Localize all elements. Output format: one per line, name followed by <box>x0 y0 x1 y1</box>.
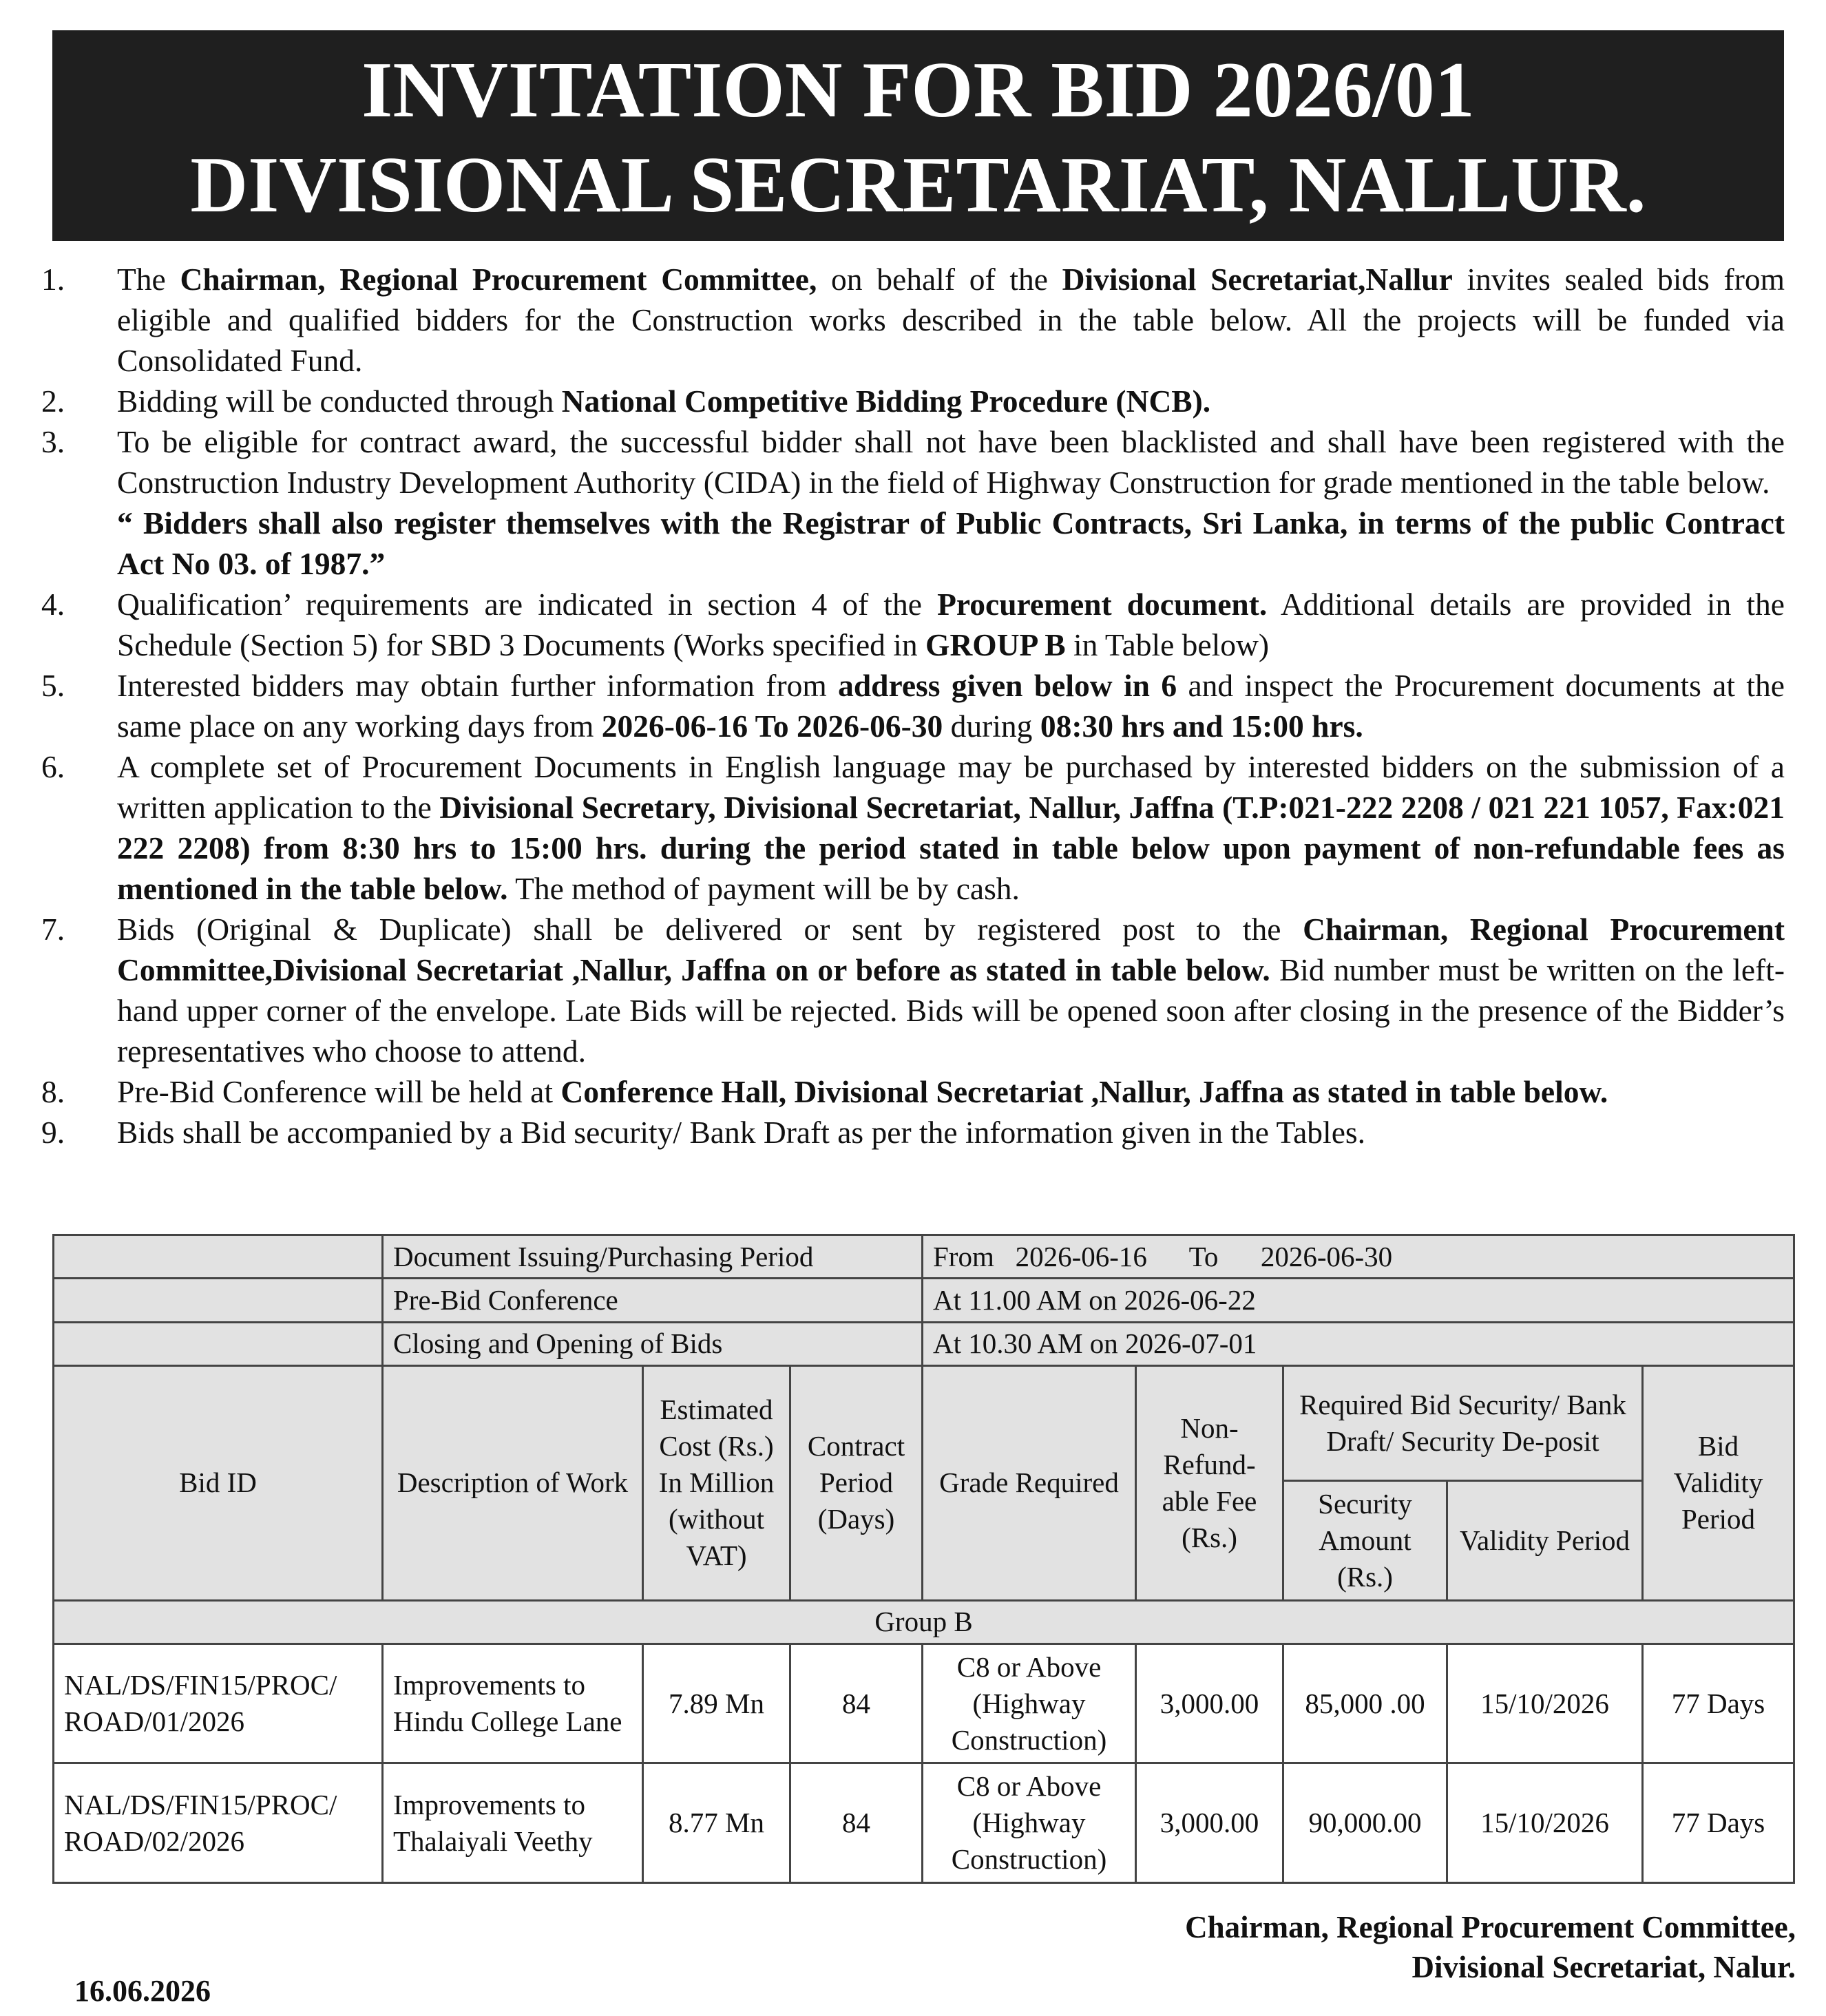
clause-text <box>117 424 1785 500</box>
schedule-value: At 10.30 AM on 2026-07-01 <box>923 1322 1794 1365</box>
issue-date: 16.06.2026 <box>74 1974 211 2008</box>
bid-table <box>52 1234 1795 1884</box>
clause-text-segment: The <box>117 262 180 297</box>
grade-cell: C8 or Above (Highway Construction) <box>923 1763 1136 1883</box>
signature-block <box>1185 1907 1796 1987</box>
clause-text <box>117 912 1785 1069</box>
table-row <box>54 1763 1794 1883</box>
clause-text-segment: in Table below) <box>1065 627 1270 662</box>
security-amount-cell: 90,000.00 <box>1283 1763 1447 1883</box>
clause-text-segment: To be eligible for contract award, the successful bidder shall not have been blacklisted and shall have been registered with the Construction Industry Development Authority (CIDA) in the field of Highway Construction for grade mentioned in the table below. <box>117 424 1785 500</box>
clause-bold-text: address given below in 6 <box>838 668 1177 703</box>
header-bid-id: Bid ID <box>54 1365 383 1600</box>
cost-cell: 7.89 Mn <box>643 1644 790 1763</box>
clause <box>41 421 1785 503</box>
clause <box>41 665 1785 746</box>
title-line-2: DIVISIONAL SECRETARIAT, NALLUR. <box>190 141 1646 229</box>
period-cell: 84 <box>790 1644 923 1763</box>
schedule-row <box>54 1235 1794 1279</box>
header-grade: Grade Required <box>923 1365 1136 1600</box>
header-security-group: Required Bid Security/ Bank Draft/ Security De-posit <box>1283 1365 1643 1480</box>
clause-number: 3. <box>41 424 65 459</box>
clause-text <box>117 1074 1608 1109</box>
signature-line-2: Divisional Secretariat, Nalur. <box>1412 1950 1796 1984</box>
clause-bold-text: 2026-06-16 To 2026-06-30 <box>601 708 943 744</box>
clause-bold-text: Divisional Secretary, Divisional Secretariat, Nallur, Jaffna (T.P:021-222 2208 / 021 221 1057, Fax:021 222 2208) from 8:30 hrs to 15:00 hrs. during the period stated in table below upon payment of non-refundable fees as mentioned in the table below. <box>117 790 1785 906</box>
header-security-amount: Security Amount (Rs.) <box>1283 1481 1447 1601</box>
clause <box>41 1071 1785 1112</box>
group-label: Group B <box>54 1600 1794 1644</box>
clause-text-segment: invites sealed bids from eligible and qualified bidders for the Construction works described in the table below. All the projects will be funded via Consolidated Fund. <box>117 262 1785 378</box>
clause-text-segment: during <box>943 708 1040 744</box>
header-validity: Validity Period <box>1447 1481 1643 1601</box>
description-cell: Improvements to Thalaiyali Veethy <box>383 1763 643 1883</box>
clause <box>41 259 1785 381</box>
clause-text-segment: Bid number must be written on the left-hand upper corner of the envelope. Late Bids will be rejected. Bids will be opened soon after closing in the presence of the Bidder’s representatives who choose to attend. <box>117 952 1785 1069</box>
clause-number: 1. <box>41 262 65 297</box>
group-row <box>54 1600 1794 1644</box>
table-row <box>54 1644 1794 1763</box>
schedule-label: Document Issuing/Purchasing Period <box>383 1235 923 1279</box>
bid-id-cell: NAL/DS/FIN15/PROC/ ROAD/01/2026 <box>54 1644 383 1763</box>
validity-cell: 15/10/2026 <box>1447 1644 1643 1763</box>
clause-bold-text: Chairman, Regional Procurement Committee,Divisional Secretariat ,Nallur, Jaffna on or before as stated in table below. <box>117 912 1785 987</box>
clause-text <box>117 1115 1365 1150</box>
schedule-value: From 2026-06-16 To 2026-06-30 <box>923 1235 1794 1279</box>
header-cost: Estimated Cost (Rs.) In Million (without VAT) <box>643 1365 790 1600</box>
clause-text-segment: Qualification’ requirements are indicated in section 4 of the <box>117 587 938 622</box>
clause-number: 4. <box>41 587 65 622</box>
clause-text <box>117 384 1210 419</box>
schedule-row <box>54 1279 1794 1322</box>
header-fee: Non-Refund-able Fee (Rs.) <box>1136 1365 1283 1600</box>
clause-text-segment: Interested bidders may obtain further information from <box>117 668 839 703</box>
clause-number: 2. <box>41 384 65 419</box>
clause <box>41 1112 1785 1153</box>
bid-validity-cell: 77 Days <box>1643 1763 1794 1883</box>
clause <box>41 746 1785 909</box>
clause-bold-text: GROUP B <box>925 627 1066 662</box>
schedule-blank-cell <box>54 1322 383 1365</box>
clause-text <box>117 668 1785 744</box>
schedule-label: Pre-Bid Conference <box>383 1279 923 1322</box>
clause-text-segment: A complete set of Procurement Documents in English language may be purchased by interested bidders on the submission of a written application to the <box>117 749 1785 825</box>
validity-cell: 15/10/2026 <box>1447 1763 1643 1883</box>
schedule-blank-cell <box>54 1279 383 1322</box>
header-contract-period: Contract Period (Days) <box>790 1365 923 1600</box>
bid-id-cell: NAL/DS/FIN15/PROC/ ROAD/02/2026 <box>54 1763 383 1883</box>
clause-text <box>117 587 1785 662</box>
header-description: Description of Work <box>383 1365 643 1600</box>
title-banner <box>52 30 1784 241</box>
clause-text-segment: and inspect the Procurement documents at the same place on any working days from <box>117 668 1785 744</box>
clause-number: 5. <box>41 668 65 703</box>
clause-text <box>117 262 1785 378</box>
clause-text-segment: Bids (Original & Duplicate) shall be delivered or sent by registered post to the <box>117 912 1303 947</box>
clause-text <box>117 749 1785 906</box>
fee-cell: 3,000.00 <box>1136 1763 1283 1883</box>
schedule-row <box>54 1322 1794 1365</box>
clause-text-segment: on behalf of the <box>817 262 1062 297</box>
security-amount-cell: 85,000 .00 <box>1283 1644 1447 1763</box>
numbered-clauses <box>41 259 1785 1153</box>
clause-text-segment: The method of payment will be by cash. <box>507 871 1020 906</box>
clause-bold-text: Divisional Secretariat,Nallur <box>1062 262 1453 297</box>
schedule-blank-cell <box>54 1235 383 1279</box>
clause <box>41 909 1785 1071</box>
clause-note: “ Bidders shall also register themselves with the Registrar of Public Contracts, Sri Lanka, in terms of the public Contract Act No 03. of 1987.” <box>117 505 1785 581</box>
clause-text-segment: Pre-Bid Conference will be held at <box>117 1074 561 1109</box>
clause-number: 8. <box>41 1074 65 1109</box>
title-line-1: INVITATION FOR BID 2026/01 <box>361 46 1475 134</box>
clause-bold-text: Conference Hall, Divisional Secretariat ,Nallur, Jaffna as stated in table below. <box>560 1074 1608 1109</box>
clause-text-segment: Additional details are provided in the Schedule (Section 5) for SBD 3 Documents (Works specified in <box>117 587 1785 662</box>
signature-line-1: Chairman, Regional Procurement Committee, <box>1185 1910 1796 1944</box>
fee-cell: 3,000.00 <box>1136 1644 1283 1763</box>
clause-number: 9. <box>41 1115 65 1150</box>
clause-bold-text: National Competitive Bidding Procedure (NCB). <box>561 384 1211 419</box>
period-cell: 84 <box>790 1763 923 1883</box>
header-row <box>54 1365 1794 1480</box>
clause <box>41 584 1785 665</box>
clause-number: 6. <box>41 749 65 784</box>
schedule-label: Closing and Opening of Bids <box>383 1322 923 1365</box>
grade-cell: C8 or Above (Highway Construction) <box>923 1644 1136 1763</box>
clause <box>41 381 1785 421</box>
clause-bold-text: Procurement document. <box>937 587 1268 622</box>
bid-validity-cell: 77 Days <box>1643 1644 1794 1763</box>
cost-cell: 8.77 Mn <box>643 1763 790 1883</box>
clause-bold-text: 08:30 hrs and 15:00 hrs. <box>1040 708 1363 744</box>
schedule-value: At 11.00 AM on 2026-06-22 <box>923 1279 1794 1322</box>
header-bid-validity: Bid Validity Period <box>1643 1365 1794 1600</box>
clause-number: 7. <box>41 912 65 947</box>
clause-bold-text: Chairman, Regional Procurement Committee, <box>180 262 817 297</box>
clause-text-segment: Bidding will be conducted through <box>117 384 562 419</box>
clause-text-segment: Bids shall be accompanied by a Bid security/ Bank Draft as per the information given in the Tables. <box>117 1115 1365 1150</box>
description-cell: Improvements to Hindu College Lane <box>383 1644 643 1763</box>
